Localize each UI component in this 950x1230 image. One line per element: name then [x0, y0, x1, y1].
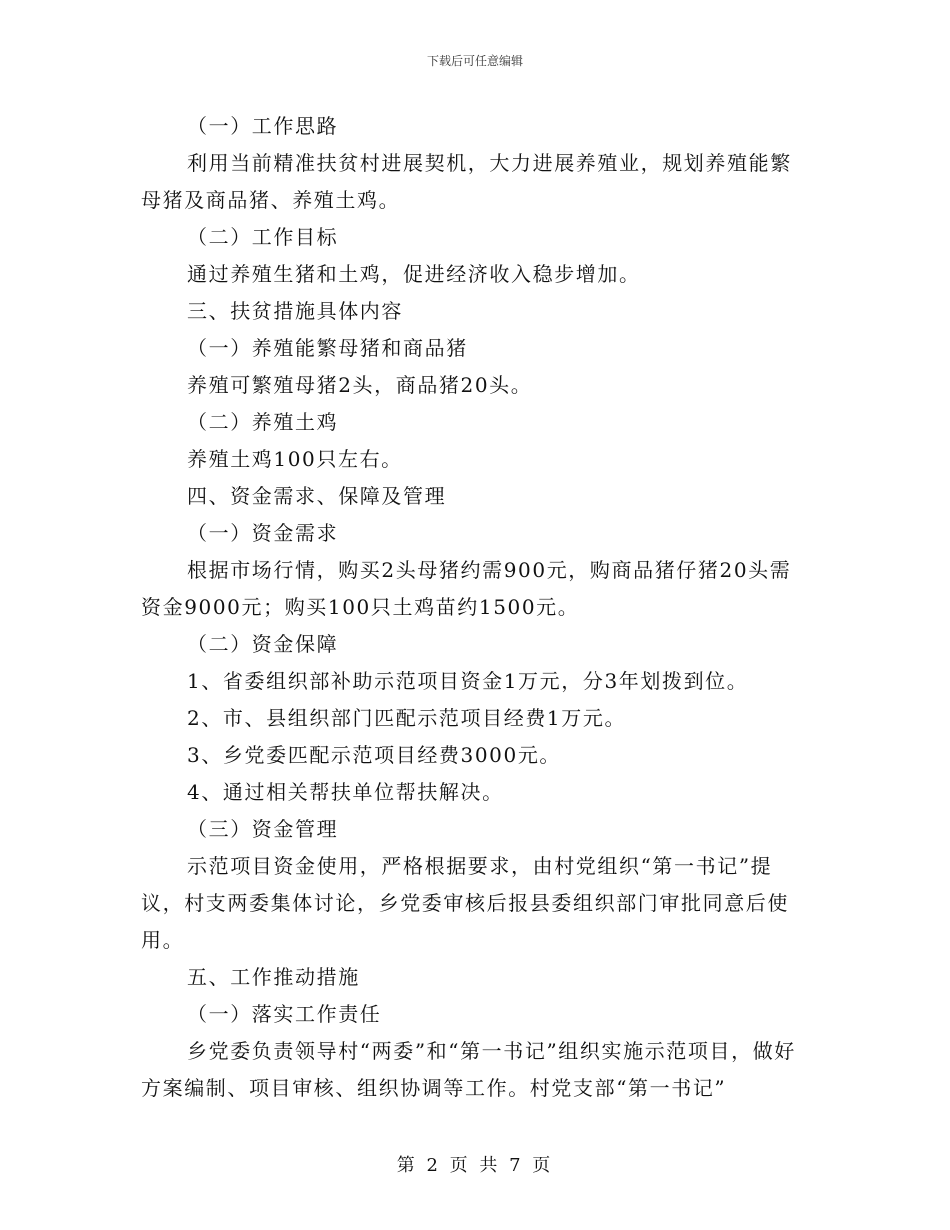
subheading-pig-breeding: （一）养殖能繁母猪和商品猪: [187, 336, 468, 360]
subheading-chicken-breeding: （二）养殖土鸡: [187, 410, 339, 434]
subheading-responsibility: （一）落实工作责任: [187, 1002, 382, 1026]
paragraph-chicken-breeding: 养殖土鸡100只左右。: [187, 447, 403, 471]
heading-section-4: 四、资金需求、保障及管理: [187, 484, 447, 508]
subheading-fund-management: （三）资金管理: [187, 817, 339, 841]
heading-section-3: 三、扶贫措施具体内容: [187, 299, 403, 323]
page-number: 第 2 页 共 7 页: [396, 1155, 554, 1176]
subheading-work-idea: （一）工作思路: [187, 114, 339, 138]
list-item-fund-4: 4、通过相关帮扶单位帮扶解决。: [187, 780, 504, 804]
list-item-fund-1: 1、省委组织部补助示范项目资金1万元，分3年划拨到位。: [187, 669, 749, 693]
paragraph-responsibility: 乡党委负责领导村“两委”和“第一书记”组织实施示范项目，做好方案编制、项目审核、组织协调等工作。村党支部“第一书记”: [141, 1039, 796, 1100]
paragraph-fund-demand: 根据市场行情，购买2头母猪约需900元，购商品猪仔猪20头需资金9000元；购买100只土鸡苗约1500元。: [141, 558, 792, 619]
page-header: 下载后可任意编辑: [426, 54, 523, 68]
paragraph-fund-management: 示范项目资金使用，严格根据要求，由村党组织“第一书记”提议，村支两委集体讨论，乡党委审核后报县委组织部门审批同意后使用。: [141, 854, 789, 952]
paragraph-pig-breeding: 养殖可繁殖母猪2头，商品猪20头。: [187, 373, 533, 397]
paragraph-work-idea: 利用当前精准扶贫村进展契机，大力进展养殖业，规划养殖能繁母猪及商品猪、养殖土鸡。: [141, 151, 792, 212]
heading-section-5: 五、工作推动措施: [187, 965, 360, 989]
list-item-fund-2: 2、市、县组织部门匹配示范项目经费1万元。: [187, 706, 627, 730]
subheading-fund-demand: （一）资金需求: [187, 521, 339, 545]
subheading-fund-guarantee: （二）资金保障: [187, 632, 339, 656]
paragraph-work-goal: 通过养殖生猪和土鸡，促进经济收入稳步增加。: [187, 262, 641, 286]
document-body: [141, 108, 801, 1107]
subheading-work-goal: （二）工作目标: [187, 225, 339, 249]
list-item-fund-3: 3、乡党委匹配示范项目经费3000元。: [187, 743, 562, 767]
